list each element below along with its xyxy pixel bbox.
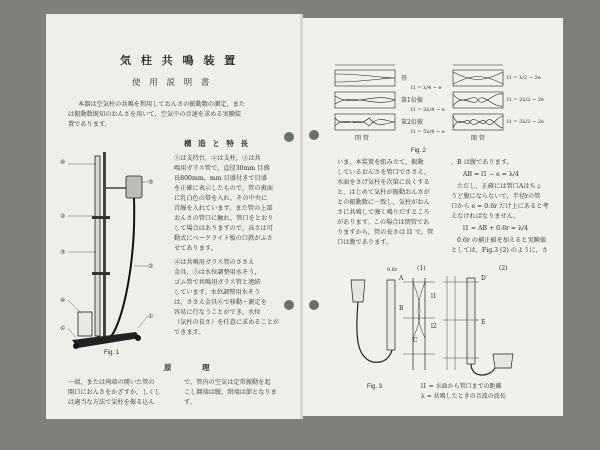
fig3-label-2: (2) [499, 265, 508, 272]
para1-line: 水面をさげ気柱を次第に長くする [337, 179, 430, 186]
para2-line: 口から e ≈ 0.6r だけ上にあると考 [451, 203, 549, 210]
para2-line: ただし，正確には管口Aはちょ [457, 183, 542, 190]
fig2-caption: Fig. 2 [411, 148, 427, 154]
binder-hole [309, 300, 319, 310]
principle-line: 一端，または両端の開いた管の [68, 379, 155, 386]
callout-2: ② [60, 213, 66, 220]
fig2-open-label: 開 管 [471, 135, 485, 142]
fig3-label-1: (1) [417, 265, 426, 272]
para1-line: いま，本装置を組み立て，振動 [337, 159, 424, 166]
section-line: せてあります。 [174, 245, 217, 252]
fig3-label-A: A [399, 275, 404, 282]
manual-title: 気 柱 共 鳴 装 置 [120, 54, 239, 67]
para2-line: AB = l1 − e = λ/4 [463, 171, 519, 178]
section-line: して場合はありますので，高さは可 [174, 225, 273, 232]
fig3-note-1: l1 = 水面から管口までの距離 [421, 383, 502, 390]
para1-line: と，はじめて気柱が振動おんさが [337, 189, 430, 196]
section-line: しています。水位調整用水そう [174, 289, 261, 296]
water-reservoir [126, 176, 142, 198]
intro-line-1: 本器は空気柱の共鳴を利用しておんさの振動数の測定，また [78, 101, 246, 108]
fig2-eq: l1 = λ/2 − 2e [507, 75, 541, 81]
section-line: 鳴用ガラス管で，直径30mm 目盛 [174, 165, 270, 172]
section-line: ④は共鳴用ガラス管のささえ [174, 259, 255, 266]
callout-1b: ① [60, 325, 66, 332]
apparatus-illustration [54, 142, 174, 354]
callout-5: ⑤ [148, 179, 154, 186]
fig3-label-D: D [481, 275, 486, 282]
callout-2b: ② [148, 263, 154, 270]
para1-line: しているおんさを管口でささえ， [337, 169, 431, 176]
fig3-diagram [343, 258, 553, 382]
callout-6: ⑥ [60, 159, 66, 166]
para2-line: 0.6r の補正値を加えると実験値 [457, 237, 547, 244]
para2-line: えなければなりません。 [451, 213, 520, 220]
principle-line: 開口におんさをかざすか，しくし [68, 389, 161, 396]
fig2-eq: l1 = 3λ/2 − 2e [507, 119, 544, 125]
principle-line: で，管内の空気は定常振動を起 [184, 379, 271, 386]
clamp [92, 272, 110, 275]
base-block [78, 312, 92, 336]
support-rod [103, 152, 106, 336]
binder-hole [284, 132, 294, 142]
para1-line: 口は腹であります。 [337, 239, 393, 246]
callout-1: ① [148, 313, 154, 320]
callout-4: ④ [60, 297, 66, 304]
fig1-caption: Fig. 1 [104, 350, 120, 356]
fig3-label-l2: l2 [431, 323, 437, 330]
fig2-eq: l1 = 3λ/4 − e [411, 107, 445, 113]
principle-heading: 原 理 [164, 363, 212, 372]
fig3-label-E: E [481, 319, 486, 326]
section-line: 青線を入れています。また管の上部 [174, 205, 273, 212]
fig2-label-first: 第1倍振 [401, 97, 423, 104]
para1-line: さに共鳴して強く鳴りだすところ [337, 209, 430, 216]
section-line: に乳白色の帯を入れ，その中央に [174, 195, 268, 202]
clamp [92, 216, 110, 219]
left-page [46, 14, 300, 419]
principle-line: こし開端は腹，閉端は節となりま [184, 389, 277, 396]
glass-tube [95, 156, 100, 336]
section-line: 長800mm，mm 目盛付きで目盛 [174, 175, 267, 182]
intro-line-3: 置であります。 [68, 121, 111, 128]
para1-line: りますから，管の長さは l1 で，管 [337, 229, 434, 236]
para1-line: との振動数に一致し，気柱がおん [337, 199, 430, 206]
fig3-label-06r: 0.6r [387, 267, 398, 273]
section-line: ゴム管で共鳴用ガラス管と連結 [174, 279, 261, 286]
para2-line: としては，Fig.3 (2) のように，さ [451, 247, 548, 254]
fig2-eq: l1 = 2λ/2 − 2e [507, 97, 544, 103]
fig3-label-l1: l1 [431, 293, 437, 300]
fig2-closed-label: 閉 管 [355, 135, 369, 142]
intro-line-2: は振動数既知のおんさを用いて，空気中の音速を求める実験装 [68, 111, 242, 118]
callout-3: ③ [60, 249, 66, 256]
section-heading: 構 造 と 特 長 [184, 139, 250, 148]
para2-line: うど腹にならないで，半径rの管 [451, 193, 541, 200]
section-line: できます。 [174, 329, 205, 336]
section-line: 金具，⑤は水位調整用水そう， [174, 269, 261, 276]
para2-line: ，B は腹であります。 [451, 159, 513, 166]
fig3-label-C: C [413, 337, 418, 344]
section-line: おんさの管口に触れ，管口をとおり [174, 215, 274, 222]
fig3-label-B: B [399, 305, 404, 312]
binder-hole [309, 130, 319, 140]
principle-line: す。 [184, 399, 196, 406]
section-line: 動式にベークライト板の口鉄がふさ [174, 235, 273, 242]
fig2-label-second: 第2倍振 [401, 119, 423, 126]
fig3-caption: Fig. 3 [367, 384, 383, 390]
section-line: ①は支持台，②は支柱，③は共 [174, 155, 261, 162]
fig2-label-fundamental: 基 [401, 75, 408, 82]
fig2-eq: l1 = λ/4 − e [411, 85, 442, 91]
section-line: 容易に行なうことができ，水位 [174, 309, 261, 316]
para1-line: があります。この場合は閉管であ [337, 219, 430, 226]
binder-hole [284, 300, 294, 310]
section-line: （気柱の長さ）を任意に求めることが [174, 319, 280, 326]
right-page [303, 18, 563, 416]
fig2-eq: l1 = 5λ/4 − e [411, 129, 445, 135]
principle-line: は適当な方法で気柱を振る込ん [68, 399, 155, 406]
fig3-note-2: λ = 共鳴したときの音波の波長 [421, 393, 506, 400]
manual-subtitle: 使 用 説 明 書 [132, 78, 213, 88]
section-line: は，ささえ金具⑥で移動・測定を [174, 299, 267, 306]
para2-line: l1 = AB + 0.6r = λ/4 [463, 225, 529, 232]
section-line: を正確に表示したもので，管の裏面 [174, 185, 273, 192]
